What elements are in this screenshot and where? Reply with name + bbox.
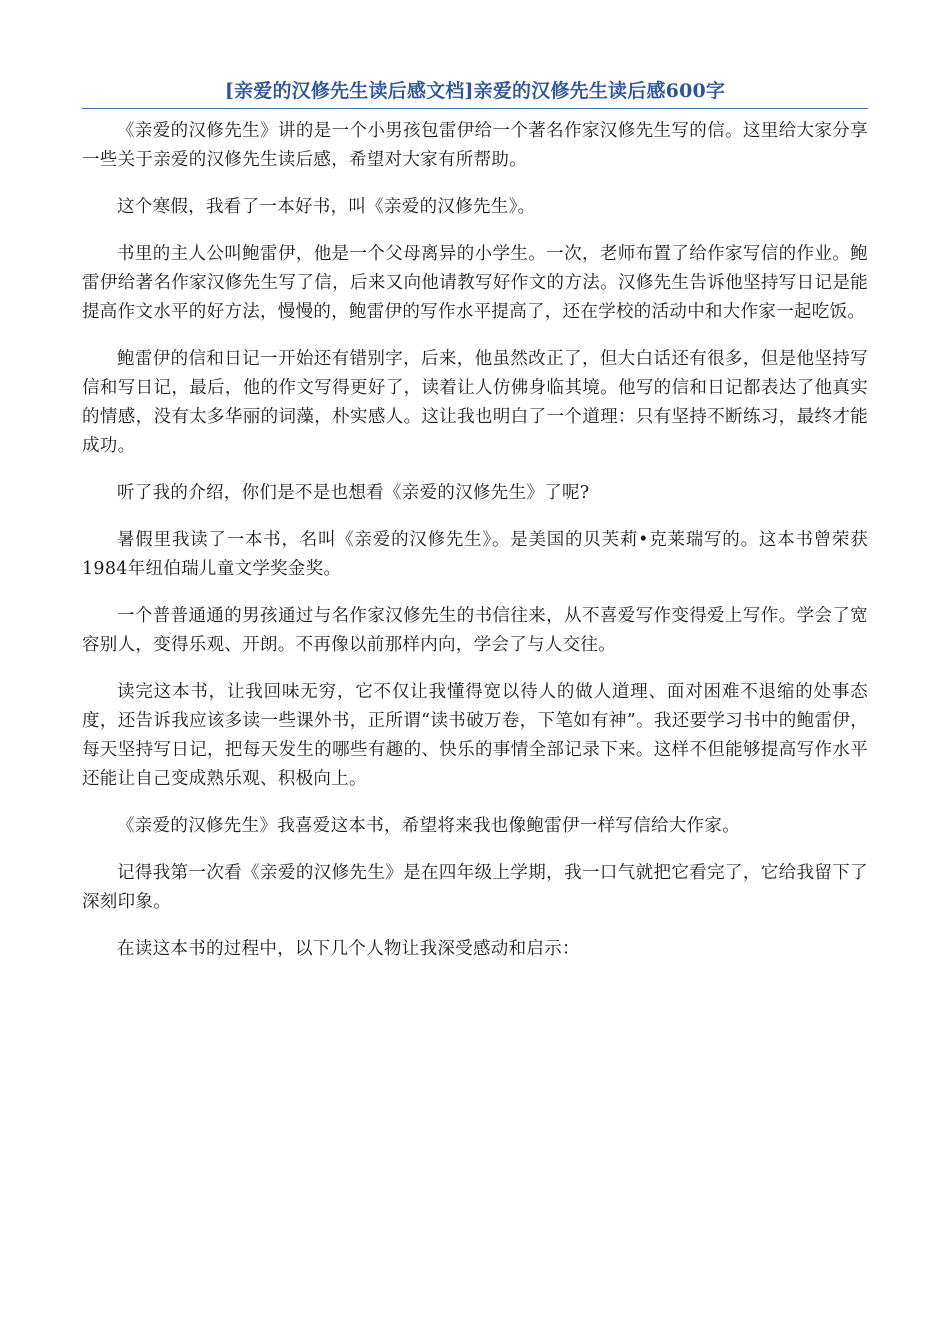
paragraph: 这个寒假，我看了一本好书，叫《亲爱的汉修先生》。 — [117, 197, 536, 217]
title-underline — [82, 108, 868, 109]
paragraph: 暑假里我读了一本书，名叫《亲爱的汉修先生》。是美国的贝芙莉•克莱瑞写的。这本书曾荣获1984年纽伯瑞儿童文学奖金奖。 — [82, 530, 868, 579]
document-page — [82, 76, 868, 982]
document-title: [亲爱的汉修先生读后感文档]亲爱的汉修先生读后感600字 — [224, 80, 726, 102]
paragraph: 读完这本书，让我回味无穷，它不仅让我懂得宽以待人的做人道理、面对困难不退缩的处事态度，还告诉我应该多读一些课外书，正所谓“读书破万卷，下笔如有神”。我还要学习书中的鲍雷伊，每天坚持写日记，把每天发生的哪些有趣的、快乐的事情全部记录下来。这样不但能够提高写作水平还能让自己变成熟乐观、积极向上。 — [82, 682, 868, 789]
paragraph: 一个普普通通的男孩通过与名作家汉修先生的书信往来，从不喜爱写作变得爱上写作。学会了宽容别人，变得乐观、开朗。不再像以前那样内向，学会了与人交往。 — [82, 606, 868, 655]
paragraph: 记得我第一次看《亲爱的汉修先生》是在四年级上学期，我一口气就把它看完了，它给我留下了深刻印象。 — [82, 863, 868, 912]
paragraph: 《亲爱的汉修先生》我喜爱这本书，希望将来我也像鲍雷伊一样写信给大作家。 — [117, 816, 740, 836]
paragraph-intro: 《亲爱的汉修先生》讲的是一个小男孩包雷伊给一个著名作家汉修先生写的信。这里给大家分享一些关于亲爱的汉修先生读后感，希望对大家有所帮助。 — [82, 121, 868, 170]
paragraph: 书里的主人公叫鲍雷伊，他是一个父母离异的小学生。一次，老师布置了给作家写信的作业。鲍雷伊给著名作家汉修先生写了信，后来又向他请教写好作文的方法。汉修先生告诉他坚持写日记是能提高作文水平的好方法，慢慢的，鲍雷伊的写作水平提高了，还在学校的活动中和大作家一起吃饭。 — [82, 244, 868, 322]
paragraph: 在读这本书的过程中，以下几个人物让我深受感动和启示： — [117, 939, 580, 959]
paragraph: 听了我的介绍，你们是不是也想看《亲爱的汉修先生》了呢? — [117, 483, 590, 503]
paragraph: 鲍雷伊的信和日记一开始还有错别字，后来，他虽然改正了，但大白话还有很多，但是他坚持写信和写日记，最后，他的作文写得更好了，读着让人仿佛身临其境。他写的信和日记都表达了他真实的情感，没有太多华丽的词藻，朴实感人。这让我也明白了一个道理：只有坚持不断练习，最终才能成功。 — [82, 349, 868, 456]
